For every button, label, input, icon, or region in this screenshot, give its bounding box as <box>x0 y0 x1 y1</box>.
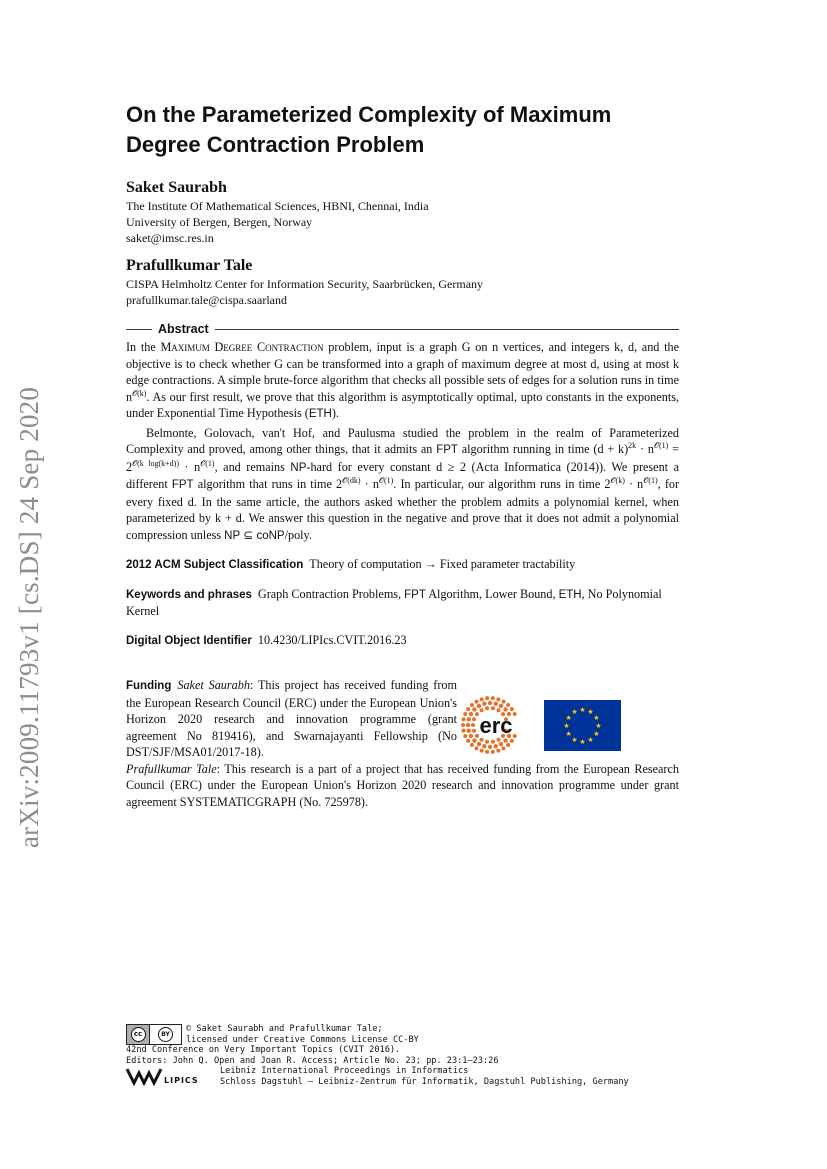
author-affiliation: University of Bergen, Bergen, Norway <box>126 215 313 229</box>
author-email[interactable]: prafullkumar.tale@cispa.saarland <box>126 293 287 307</box>
erc-dot <box>491 696 495 700</box>
erc-dot <box>488 745 492 749</box>
erc-dot <box>477 742 481 746</box>
keywords: Keywords and phrases Graph Contraction Problems, FPT Algorithm, Lower Bound, ETH, No Polynomial Kernel <box>126 586 662 618</box>
keywords-label: Keywords and phrases <box>126 588 252 601</box>
erc-dot <box>471 723 475 727</box>
erc-dot <box>513 734 517 738</box>
eu-star-icon: ★ <box>587 708 594 717</box>
copyright-line: © Saket Saurabh and Prafullkumar Tale; <box>186 1024 383 1034</box>
erc-dot <box>470 743 474 747</box>
erc-dot <box>491 740 495 744</box>
erc-dot <box>466 739 470 743</box>
series-line: Leibniz International Proceedings in Informatics <box>220 1066 469 1076</box>
eu-star-icon: ★ <box>579 738 586 746</box>
doi-label: Digital Object Identifier <box>126 634 252 647</box>
erc-dot <box>477 704 481 708</box>
erc-dot <box>462 717 466 721</box>
erc-dot <box>499 704 503 708</box>
publisher-text <box>220 1066 629 1087</box>
erc-dot <box>470 703 474 707</box>
erc-dot <box>497 738 501 742</box>
erc-dot <box>472 738 476 742</box>
lipics-label: LIPICS <box>164 1076 199 1085</box>
erc-logo <box>460 695 530 755</box>
erc-dot <box>502 746 506 750</box>
author-1 <box>126 178 679 246</box>
funding-2-name: Prafullkumar Tale <box>126 761 217 776</box>
erc-dot <box>506 743 510 747</box>
editors-line: Editors: John Q. Open and Joan R. Access; Article No. 23; pp. 23:1–23:26 <box>126 1055 499 1066</box>
erc-dot <box>482 744 486 748</box>
erc-dot <box>485 740 489 744</box>
erc-dot <box>485 706 489 710</box>
erc-dot <box>506 703 510 707</box>
doi-value[interactable]: 10.4230/LIPIcs.CVIT.2016.23 <box>257 632 407 647</box>
erc-dot <box>480 708 484 712</box>
erc-dot <box>503 738 507 742</box>
acm-value: Theory of computation → Fixed parameter tractability <box>309 557 576 571</box>
erc-dot <box>485 696 489 700</box>
author-name: Prafullkumar Tale <box>126 257 253 274</box>
title-line-1: On the Parameterized Complexity of Maximum <box>126 102 612 127</box>
erc-dot <box>469 734 473 738</box>
arxiv-side-stamp: arXiv:2009.11793v1 [cs.DS] 24 Sep 2020 <box>14 386 44 848</box>
abstract-rule-left <box>126 329 152 330</box>
funding-1-text: : This project has received funding from the European Research Council (ERC) under the European Union's Horizon 2020 research and innovation programme (grant agreement No 819416), and Swarnajayanti Fellowship (No DST/SJF/MSA01/2017-18). <box>126 678 457 759</box>
erc-dot <box>469 712 473 716</box>
abstract-label: Abstract <box>158 322 209 336</box>
erc-dot <box>493 702 497 706</box>
author-name: Saket Saurabh <box>126 179 227 196</box>
erc-dot <box>472 729 476 733</box>
erc-dot <box>475 712 479 716</box>
eu-star-icon: ★ <box>593 714 600 722</box>
license-line: licensed under Creative Commons License CC-BY <box>186 1034 419 1045</box>
paper-title <box>126 100 679 160</box>
abstract-paragraph-2: Belmonte, Golovach, van't Hof, and Paulusma studied the problem in the realm of Parameterized Complexity and proved, among other things, that it admits an FPT algorithm running in time $(d + k)^{2k} \cdot n^{𝒪(1)} = 2^{𝒪(k log(k+d))} \cdot n^{𝒪(1)}$, and remains NP-hard for every constant d ≥ 2 (Acta Informatica (2014)). We present a different FPT algorithm that runs in time $2^{𝒪(dk)} \cdot n^{𝒪(1)}$. In particular, our algorithm runs in time $2^{𝒪(k)} \cdot n^{𝒪(1)}$, for every fixed d. In the same article, the authors asked whether the problem admits a polynomial kernel, when parameterized by k + d. We answer this question in the negative and prove that it does not admit a polynomial compression unless NP ⊆ coNP/poly. <box>126 425 680 542</box>
eu-star-icon: ★ <box>563 722 570 730</box>
acm-classification <box>126 556 679 574</box>
erc-dot <box>503 707 507 711</box>
conference-line: 42nd Conference on Very Important Topics (CVIT 2016). <box>126 1045 401 1055</box>
erc-dot <box>496 749 500 753</box>
page-footer <box>126 1024 686 1087</box>
lipics-row <box>126 1066 686 1087</box>
erc-dot <box>482 702 486 706</box>
author-email[interactable]: saket@imsc.res.in <box>126 231 214 245</box>
cc-part <box>127 1025 149 1044</box>
erc-dot <box>496 697 500 701</box>
erc-dot <box>502 700 506 704</box>
erc-dot <box>513 712 517 716</box>
erc-dot <box>488 701 492 705</box>
erc-dot <box>510 707 514 711</box>
erc-dot <box>485 750 489 754</box>
paper-first-page <box>126 100 679 649</box>
erc-dot <box>491 706 495 710</box>
lipics-logo <box>126 1066 216 1087</box>
erc-dot <box>497 708 501 712</box>
abstract-paragraph-1: In the Maximum Degree Contraction problem, input is a graph G on n vertices, and integers k, d, and the objective is to check whether G can be transformed into a graph of maximum degree at most d, using at most k edge contractions. A simple brute-force algorithm that checks all possible sets of edges for a solution runs in time $n^{𝒪(k)}$. As our first result, we prove that this algorithm is asymptotically optimal, upto constants in the exponents, under Exponential Time Hypothesis (ETH). <box>126 340 679 420</box>
erc-dot <box>499 742 503 746</box>
cc-by-badge[interactable] <box>126 1024 182 1045</box>
eu-star-icon: ★ <box>595 722 602 730</box>
erc-dot <box>510 739 514 743</box>
author-2 <box>126 256 679 308</box>
eu-star-icon: ★ <box>579 706 586 714</box>
erc-dot <box>493 744 497 748</box>
erc-dot <box>466 707 470 711</box>
acm-label: 2012 ACM Subject Classification <box>126 559 304 571</box>
funding-1-name: Saket Saurabh <box>177 678 250 692</box>
erc-dot <box>475 734 479 738</box>
cc-icon: cc <box>131 1027 146 1042</box>
eu-star-icon: ★ <box>565 730 572 738</box>
eu-star-icon: ★ <box>571 735 578 744</box>
erc-dot <box>462 729 466 733</box>
erc-dot <box>463 712 467 716</box>
title-line-2: Degree Contraction Problem <box>126 132 425 157</box>
lipics-wave-icon <box>126 1066 162 1086</box>
erc-dot <box>475 700 479 704</box>
eu-flag <box>544 700 621 751</box>
erc-dot <box>463 734 467 738</box>
erc-dot <box>491 750 495 754</box>
doi <box>126 632 679 650</box>
erc-dot <box>472 717 476 721</box>
erc-dot <box>475 746 479 750</box>
erc-dot <box>467 728 471 732</box>
erc-dot <box>480 749 484 753</box>
abstract-heading <box>126 322 679 336</box>
funding-2-text: : This research is a part of a project that has received funding from the European Research Council (ERC) under the European Union's Horizon 2020 research and innovation programme under grant agreement SYSTEMATICGRAPH (No. 725978). <box>126 761 679 809</box>
erc-dot <box>480 697 484 701</box>
license-text <box>186 1024 419 1045</box>
eu-star-icon: ★ <box>571 708 578 717</box>
by-part <box>149 1025 181 1044</box>
erc-dot <box>461 723 465 727</box>
erc-dot <box>467 717 471 721</box>
funding-label-main: Funding <box>126 680 172 692</box>
eu-star-icon: ★ <box>565 714 572 722</box>
erc-dot <box>472 707 476 711</box>
by-icon: BY <box>158 1027 173 1042</box>
erc-dot <box>466 723 470 727</box>
eu-star-icon: ★ <box>587 735 594 744</box>
author-affiliation: CISPA Helmholtz Center for Information Security, Saarbrücken, Germany <box>126 277 484 291</box>
eu-star-icon: ★ <box>593 730 600 738</box>
erc-text: erc <box>479 713 513 738</box>
author-affiliation: The Institute Of Mathematical Sciences, HBNI, Chennai, India <box>126 199 429 213</box>
license-row <box>126 1024 686 1045</box>
publisher-line: Schloss Dagstuhl – Leibniz-Zentrum für Informatik, Dagstuhl Publishing, Germany <box>220 1076 629 1087</box>
abstract-rule-right <box>215 329 679 330</box>
erc-dot <box>480 738 484 742</box>
